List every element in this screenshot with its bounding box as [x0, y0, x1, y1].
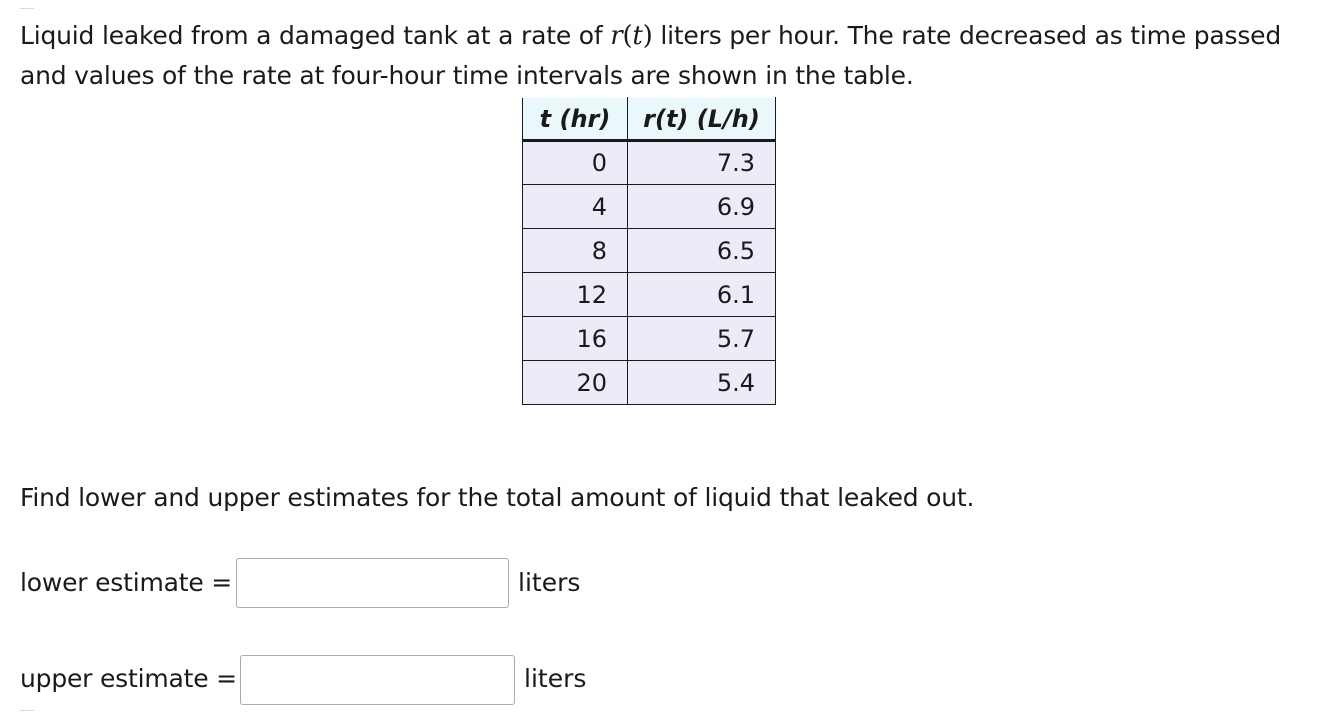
table-row: [523, 317, 776, 361]
time-cell: 4: [523, 185, 628, 229]
lower-estimate-label: lower estimate =: [20, 568, 232, 597]
bottom-divider: [20, 710, 34, 711]
rate-function: [610, 21, 652, 51]
rate-table: [522, 97, 776, 405]
upper-estimate-label: upper estimate =: [20, 664, 237, 693]
table-row: [523, 185, 776, 229]
table-row: [523, 273, 776, 317]
intro-text-after: liters per hour. The rate decreased as time passed and values of the rate at four-hour time intervals are shown in the table.: [20, 21, 1282, 90]
time-cell: 8: [523, 229, 628, 273]
upper-estimate-unit: liters: [524, 664, 587, 693]
rate-function-open-paren: (: [622, 21, 633, 51]
rate-cell: 5.4: [628, 361, 776, 405]
rate-function-close-paren: ): [642, 21, 653, 51]
table-row: [523, 229, 776, 273]
rate-cell: 6.9: [628, 185, 776, 229]
rate-cell: 6.1: [628, 273, 776, 317]
time-cell: 0: [523, 141, 628, 185]
table-row: [523, 141, 776, 185]
upper-estimate-input[interactable]: [240, 655, 515, 705]
top-divider: [20, 8, 34, 9]
lower-estimate-input[interactable]: [236, 558, 509, 608]
problem-intro: [20, 16, 1310, 96]
rate-cell: 6.5: [628, 229, 776, 273]
rate-cell: 5.7: [628, 317, 776, 361]
rate-cell: 7.3: [628, 141, 776, 185]
rate-function-t: t: [632, 21, 643, 51]
intro-text-before: Liquid leaked from a damaged tank at a rate of: [20, 21, 611, 50]
header-time: t (hr): [523, 98, 628, 141]
header-rate: r(t) (L/h): [628, 98, 776, 141]
time-cell: 12: [523, 273, 628, 317]
lower-estimate-unit: liters: [518, 568, 581, 597]
rate-function-r: r: [610, 21, 623, 51]
rate-table-header-row: [523, 98, 776, 141]
time-cell: 20: [523, 361, 628, 405]
time-cell: 16: [523, 317, 628, 361]
question-text: Find lower and upper estimates for the total amount of liquid that leaked out.: [20, 483, 975, 512]
table-row: [523, 361, 776, 405]
